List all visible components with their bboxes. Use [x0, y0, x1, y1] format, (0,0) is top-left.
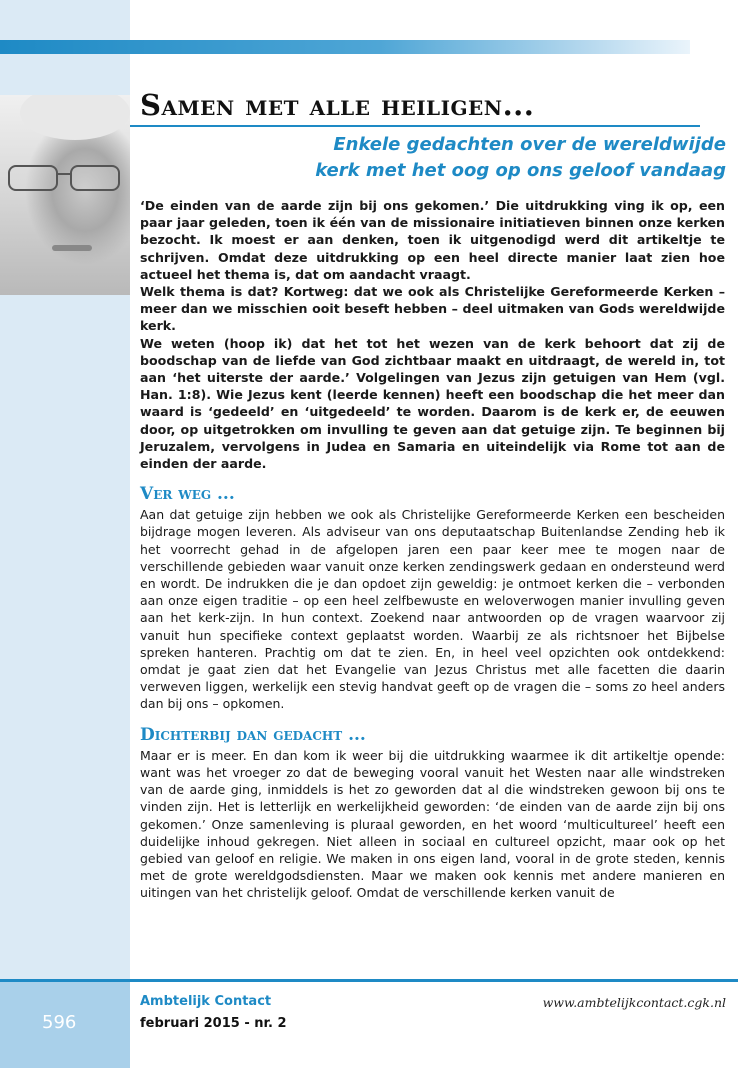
author-photo	[0, 95, 130, 295]
intro-paragraph-1: ‘De einden van de aarde zijn bij ons gekomen.’ Die uitdrukking ving ik op, een paar jaar geleden, toen ik één van de missionaire initiatieven binnen onze kerken bezocht. Ik moest er aan denken, toen ik uitgenodigd werd dit artikeltje te schrijven. Omdat deze uitdrukking op een heel directe manier laat zien hoe actueel het thema is, dat om aandacht vraagt.	[140, 198, 725, 282]
top-decorative-bar	[0, 40, 690, 54]
magazine-name: Ambtelijk Contact	[140, 994, 272, 1009]
section-heading-dichterbij: Dichterbij dan gedacht ...	[140, 724, 366, 745]
page-number: 596	[42, 1012, 77, 1033]
section-text-dichterbij: Maar er is meer. En dan kom ik weer bij die uitdrukking waarmee ik dit artikeltje opende: want was het vroeger zo dat de beweging vooral vanuit het Westen naar alle windstreken van de aarde ging, inmiddels is het zo geworden dat al die windstreken gewoon bij ons te vinden zijn. Het is letterlijk en werkelijkheid geworden: ‘de einden van de aarde zijn bij ons gekomen.’ Onze samenleving is pluraal geworden, en het woord ‘multicultureel’ heeft een duidelijke inhoud gekregen. Niet alleen in sociaal en cultureel opzicht, maar ook op het gebied van geloof en religie. We maken in ons eigen land, vooral in de grote steden, kennis met de grote wereldgodsdiensten. Maar we maken ook kennis met andere manieren en uitingen van het christelijk geloof. Omdat de verschillende kerken vanuit de	[140, 747, 725, 901]
magazine-issue: februari 2015 - nr. 2	[140, 1016, 287, 1031]
title-underline	[130, 125, 700, 127]
subtitle-line-1: Enkele gedachten over de wereldwijde	[333, 134, 726, 155]
article-subtitle	[206, 132, 726, 184]
magazine-url: www.ambtelijkcontact.cgk.nl	[542, 995, 726, 1010]
intro-paragraph-3: We weten (hoop ik) dat het tot het wezen van de kerk behoort dat zij de boodschap van de liefde van God zichtbaar maakt en uitdraagt, de wereld in, tot aan ‘het uiterste der aarde.’ Volgelingen van Jezus zijn getuigen van Hem (vgl. Han. 1:8). Wie Jezus kent (leerde kennen) heeft een boodschap die het meer dan waard is ‘gedeeld’ en ‘uitgedeeld’ te worden. Daarom is de kerk er, de eeuwen door, op uitgetrokken om invulling te geven aan dat getuige zijn. Te beginnen bij Jeruzalem, vervolgens in Judea en Samaria en uiteindelijk via Rome tot aan de einden der aarde.	[140, 335, 725, 472]
section-heading-ver-weg: Ver weg ...	[140, 484, 235, 505]
intro-block	[140, 197, 725, 472]
article-body	[140, 197, 725, 902]
subtitle-line-2: kerk met het oog op ons geloof vandaag	[315, 160, 726, 181]
section-text-ver-weg: Aan dat getuige zijn hebben we ook als Christelijke Gereformeerde Kerken een bescheiden bijdrage mogen leveren. Als adviseur van ons deputaatschap Buitenlandse Zending heb ik het voorrecht gehad in de afgelopen jaren een paar keer mee te mogen naar de verschillende gebieden waar vanuit onze kerken zendingswerk gedaan en ondersteund werd en wordt. De indrukken die je dan opdoet zijn geweldig: je ontmoet kerken die – verbonden aan onze eigen traditie – op een heel zelfbewuste en weloverwogen manier invulling geven aan het kerk-zijn. In hun context. Zoekend naar antwoorden op de vragen waarvoor zij vanuit hun specifieke context geplaatst worden. Waarbij ze als richtsnoer het Bijbelse spreken hanteren. Prachtig om dat te zien. En, in heel veel opzichten ook ontdekkend: omdat je gaat zien dat het Evangelie van Jezus Christus met alle facetten die daarin verweven liggen, werkelijk een stevig handvat geeft op de vragen die – soms zo heel anders dan bij ons – opkomen.	[140, 507, 725, 712]
intro-paragraph-2: Welk thema is dat? Kortweg: dat we ook als Christelijke Gereformeerde Kerken – meer dan we misschien ooit beseft hebben – deel uitmaken van Gods wereldwijde kerk.	[140, 284, 725, 334]
article-title: Samen met alle heiligen...	[140, 88, 535, 122]
